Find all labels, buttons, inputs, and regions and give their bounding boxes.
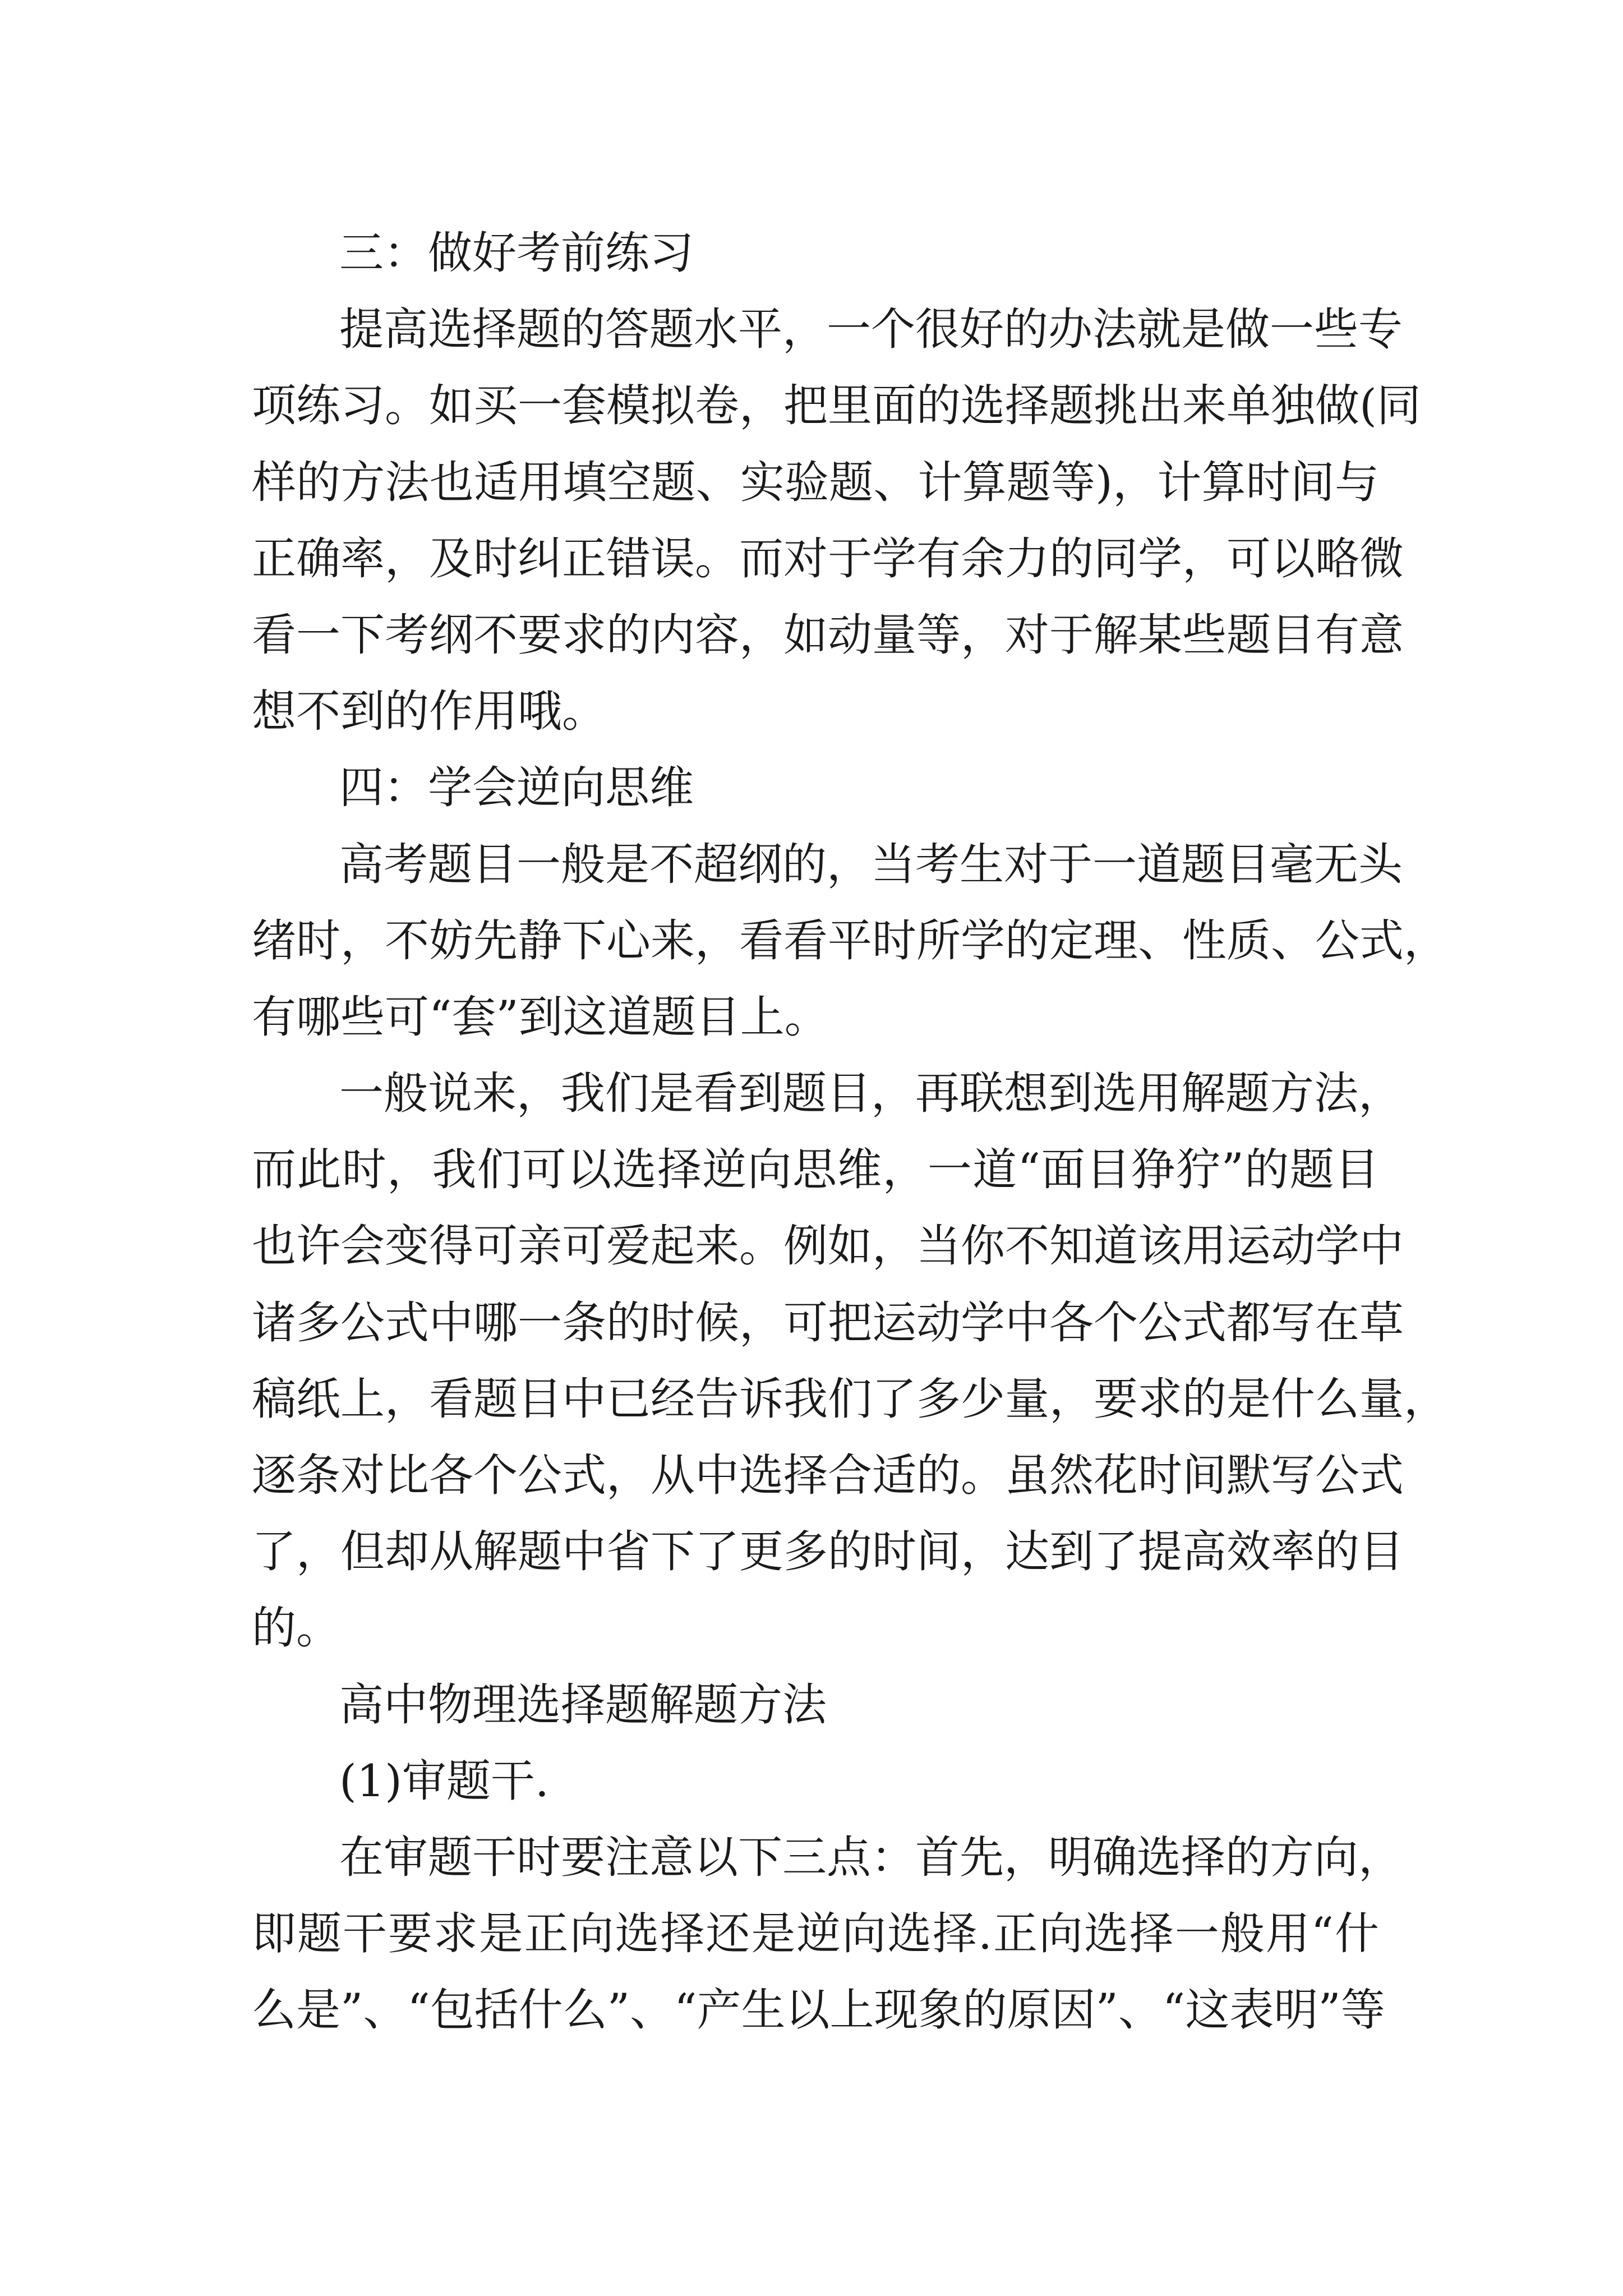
paragraph-line: 的。 [252, 1602, 340, 1654]
section-heading: 高中物理选择题解题方法 [339, 1678, 827, 1731]
paragraph-line: 绪时，不妨先静下心来，看看平时所学的定理、性质、公式， [252, 914, 1448, 967]
paragraph-line: 项练习。如买一套模拟卷，把里面的选择题挑出来单独做(同 [252, 380, 1421, 432]
paragraph-line: 而此时，我们可以选择逆向思维，一道“面目狰狞”的题目 [252, 1144, 1379, 1196]
paragraph-line: 稿纸上，看题目中已经告诉我们了多少量，要求的是什么量， [252, 1373, 1448, 1425]
paragraph-line: 诸多公式中哪一条的时候，可把运动学中各个公式都写在草 [252, 1296, 1404, 1349]
document-body [252, 215, 1448, 2049]
paragraph-line: 即题干要求是正向选择还是逆向选择.正向选择一般用“什 [252, 1908, 1379, 1960]
section-heading: 四：学会逆向思维 [339, 762, 694, 814]
paragraph-line: 正确率，及时纠正错误。而对于学有余力的同学，可以略微 [252, 532, 1404, 585]
section-heading: 三：做好考前练习 [339, 227, 694, 279]
paragraph-line: 有哪些可“套”到这道题目上。 [252, 991, 829, 1043]
paragraph-line: 样的方法也适用填空题、实验题、计算题等)，计算时间与 [252, 456, 1379, 508]
paragraph-line: 一般说来，我们是看到题目，再联想到选用解题方法， [339, 1068, 1403, 1120]
subsection-heading: (1)审题干. [339, 1755, 550, 1807]
paragraph-line: 想不到的作用哦。 [252, 685, 606, 738]
paragraph-line: 逐条对比各个公式，从中选择合适的。虽然花时间默写公式 [252, 1450, 1404, 1501]
paragraph-line: 么是”、“包括什么”、“产生以上现象的原因”、“这表明”等 [252, 1984, 1385, 2036]
paragraph-line: 在审题干时要注意以下三点：首先，明确选择的方向， [339, 1831, 1403, 1883]
paragraph-line: 高考题目一般是不超纲的，当考生对于一道题目毫无头 [339, 838, 1403, 890]
paragraph-line: 提高选择题的答题水平，一个很好的办法就是做一些专 [339, 303, 1403, 356]
paragraph-line: 也许会变得可亲可爱起来。例如，当你不知道该用运动学中 [252, 1220, 1404, 1272]
paragraph-line: 了，但却从解题中省下了更多的时间，达到了提高效率的目 [252, 1526, 1404, 1578]
paragraph-line: 看一下考纲不要求的内容，如动量等，对于解某些题目有意 [252, 609, 1404, 661]
